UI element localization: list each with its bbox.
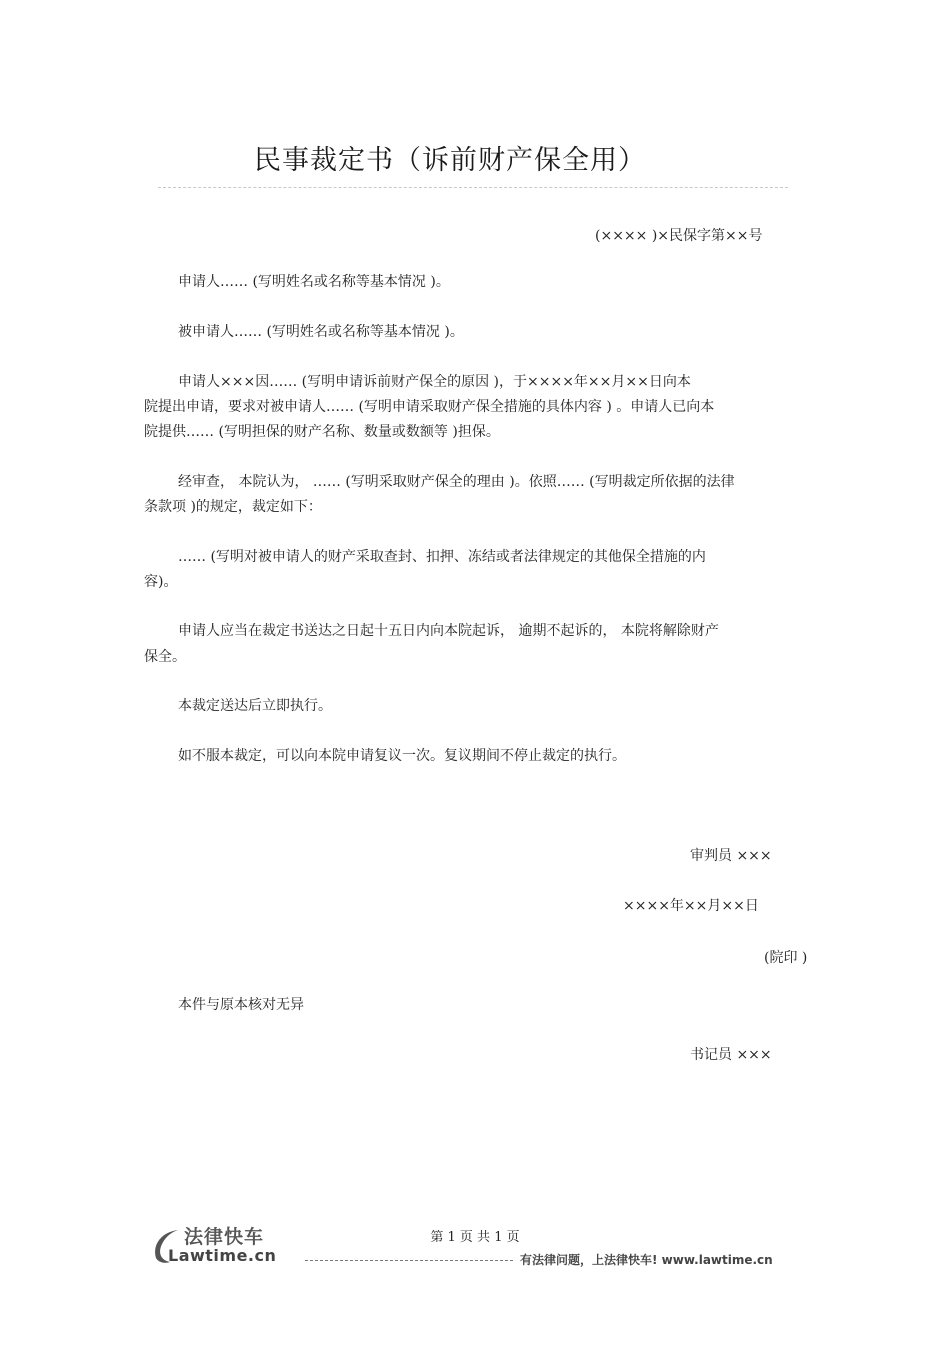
lawtime-logo <box>148 1222 308 1268</box>
footer-slogan: 有法律问题，上法律快车! www.lawtime.cn <box>520 1253 773 1267</box>
para1-line2: 院提出申请，要求对被申请人…… (写明申请采取财产保全措施的具体内容 ) 。申请人已向本 <box>144 399 715 415</box>
para6: 如不服本裁定，可以向本院申请复议一次。复议期间不停止裁定的执行。 <box>178 748 626 764</box>
para1-line3: 院提供…… (写明担保的财产名称、数量或数额等 )担保。 <box>144 424 500 440</box>
applicant-line: 申请人…… (写明姓名或名称等基本情况 )。 <box>178 274 450 290</box>
respondent-line: 被申请人…… (写明姓名或名称等基本情况 )。 <box>178 324 464 340</box>
logo-english-text: Lawtime.cn <box>168 1246 277 1265</box>
para2-line2: 条款项 )的规定，裁定如下： <box>144 499 322 515</box>
para4-line1: 申请人应当在裁定书送达之日起十五日内向本院起诉， 逾期不起诉的， 本院将解除财产 <box>178 623 719 639</box>
verification-note: 本件与原本核对无异 <box>178 997 304 1013</box>
document-title: 民事裁定书（诉前财产保全用） <box>254 145 646 176</box>
case-number: (×××× )×民保字第××号 <box>595 228 763 244</box>
judge-signature: 审判员 ××× <box>690 848 772 864</box>
logo-chinese-text: 法律快车 <box>184 1226 265 1248</box>
footer-divider <box>305 1260 513 1261</box>
para1-line1: 申请人×××因…… (写明申请诉前财产保全的原因 )，于××××年××月××日向本 <box>178 374 691 390</box>
court-seal: (院印 ) <box>764 950 808 966</box>
title-divider <box>158 187 788 188</box>
page-number: 第 1 页 共 1 页 <box>430 1230 520 1245</box>
para2-line1: 经审查， 本院认为， …… (写明采取财产保全的理由 )。依照…… (写明裁定所依据的法律 <box>178 474 735 490</box>
date-line: ××××年××月××日 <box>623 898 759 914</box>
para5: 本裁定送达后立即执行。 <box>178 698 332 714</box>
clerk-signature: 书记员 ××× <box>690 1047 772 1063</box>
para3-line1: …… (写明对被申请人的财产采取查封、扣押、冻结或者法律规定的其他保全措施的内 <box>178 549 706 565</box>
para3-line2: 容)。 <box>144 574 178 590</box>
para4-line2: 保全。 <box>144 649 186 665</box>
